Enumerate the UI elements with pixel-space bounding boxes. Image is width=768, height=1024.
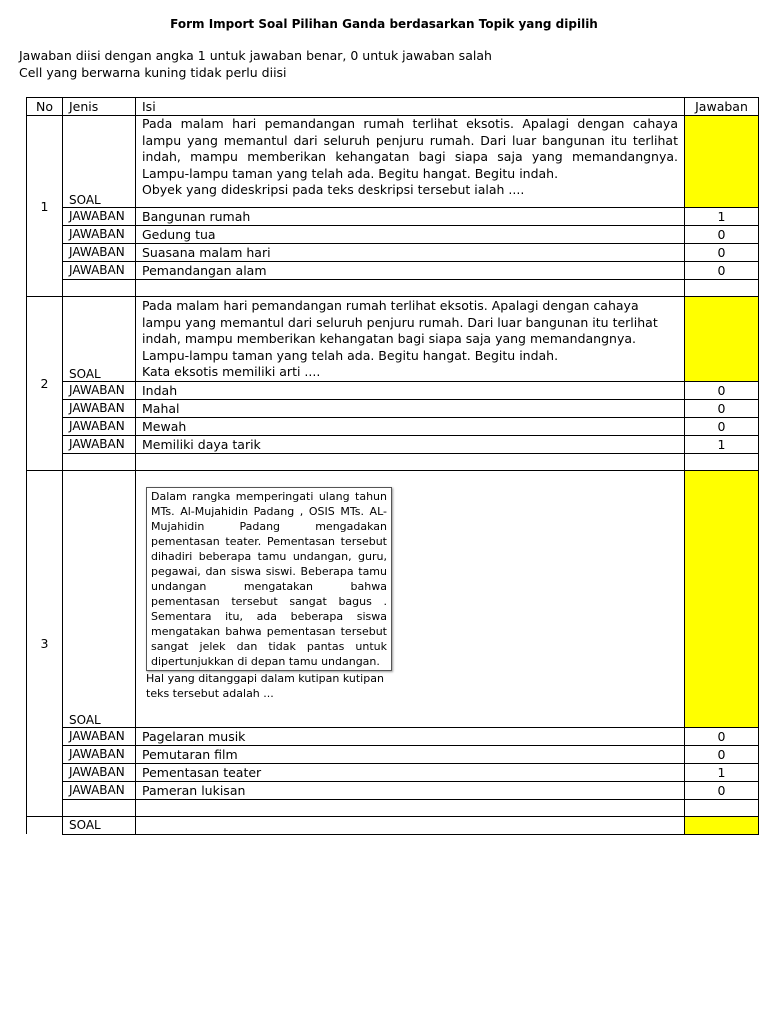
column-header-jawaban: Jawaban — [685, 98, 759, 116]
answer-value-cell[interactable]: 0 — [685, 226, 759, 244]
empty-cell — [63, 799, 136, 816]
question-passage-box: Dalam rangka memperingati ulang tahun MTs. Al-Mujahidin Padang , OSIS MTs. AL-Mujahidin Padang mengadakan pementasan teater. Pementasan tersebut dihadiri beberapa tamu undangan, guru, pegawai, dan siswa siswi. Beberapa tamu undangan mengatakan bahwa pementasan tersebut sangat bagus . Sementara itu, ada beberapa siswa mengatakan bahwa pementasan tersebut sangat jelek dan tidak pantas untuk dipertunjukkan di depan tamu undangan. — [146, 487, 392, 671]
empty-cell — [136, 799, 685, 816]
jenis-jawaban-cell: JAWABAN — [63, 381, 136, 399]
instruction-line-2: Cell yang berwarna kuning tidak perlu diisi — [19, 65, 287, 80]
table-row — [27, 297, 759, 382]
answer-text-cell[interactable]: Mewah — [136, 417, 685, 435]
table-row — [27, 745, 759, 763]
jawaban-soal-cell — [685, 470, 759, 727]
answer-value-cell[interactable]: 0 — [685, 745, 759, 763]
table-row — [27, 435, 759, 453]
table-row-empty — [27, 799, 759, 816]
answer-value-cell[interactable]: 1 — [685, 435, 759, 453]
jenis-jawaban-cell: JAWABAN — [63, 745, 136, 763]
column-header-isi: Isi — [136, 98, 685, 116]
question-text: Obyek yang dideskripsi pada teks deskripsi tersebut ialah .... — [142, 182, 525, 197]
table-header-row — [27, 98, 759, 116]
table-row — [27, 381, 759, 399]
question-passage: Pada malam hari pemandangan rumah terlihat eksotis. Apalagi dengan cahaya lampu yang memantul dari seluruh penjuru rumah. Dari luar bangunan itu terlihat indah, mampu memberikan kehangatan bagi siapa saja yang memandangnya. Lampu-lampu taman yang telah ada. Begitu hangat. Begitu indah. — [142, 116, 678, 181]
jenis-soal-cell: SOAL — [63, 816, 136, 834]
table-row — [27, 226, 759, 244]
answer-value-cell[interactable]: 1 — [685, 763, 759, 781]
jenis-jawaban-cell: JAWABAN — [63, 226, 136, 244]
jenis-jawaban-cell: JAWABAN — [63, 435, 136, 453]
jenis-jawaban-cell: JAWABAN — [63, 244, 136, 262]
question-passage: Pada malam hari pemandangan rumah terlihat eksotis. Apalagi dengan cahaya lampu yang memantul dari seluruh penjuru rumah. Dari luar bangunan itu terlihat indah, mampu memberikan kehangatan bagi siapa saja yang memandangnya. Lampu-lampu taman yang telah ada. Begitu hangat. Begitu indah. — [142, 298, 658, 363]
answer-value-cell[interactable]: 1 — [685, 208, 759, 226]
empty-cell — [685, 280, 759, 297]
answer-text-cell[interactable]: Pagelaran musik — [136, 727, 685, 745]
jenis-jawaban-cell: JAWABAN — [63, 781, 136, 799]
answer-value-cell[interactable]: 0 — [685, 417, 759, 435]
table-row — [27, 399, 759, 417]
empty-cell — [136, 280, 685, 297]
jenis-jawaban-cell: JAWABAN — [63, 763, 136, 781]
jenis-jawaban-cell: JAWABAN — [63, 727, 136, 745]
answer-text-cell[interactable]: Pementasan teater — [136, 763, 685, 781]
answer-value-cell[interactable]: 0 — [685, 244, 759, 262]
table-row — [27, 470, 759, 727]
instruction-line-1: Jawaban diisi dengan angka 1 untuk jawaban benar, 0 untuk jawaban salah — [19, 48, 492, 63]
question-text: Kata eksotis memiliki arti .... — [142, 364, 321, 379]
table-row — [27, 244, 759, 262]
table-row — [27, 262, 759, 280]
answer-text-cell[interactable]: Pemutaran film — [136, 745, 685, 763]
question-content-cell[interactable] — [136, 470, 685, 727]
question-table — [26, 97, 759, 835]
question-number — [27, 816, 63, 834]
answer-text-cell[interactable]: Pameran lukisan — [136, 781, 685, 799]
jenis-jawaban-cell: JAWABAN — [63, 262, 136, 280]
question-content-cell[interactable] — [136, 116, 685, 208]
question-content-cell[interactable] — [136, 297, 685, 382]
empty-cell — [63, 280, 136, 297]
empty-cell — [136, 453, 685, 470]
table-row — [27, 816, 759, 834]
answer-text-cell[interactable]: Bangunan rumah — [136, 208, 685, 226]
column-header-jenis: Jenis — [63, 98, 136, 116]
table-row — [27, 763, 759, 781]
question-number: 3 — [27, 470, 63, 816]
answer-text-cell[interactable]: Memiliki daya tarik — [136, 435, 685, 453]
empty-cell — [685, 453, 759, 470]
jenis-jawaban-cell: JAWABAN — [63, 208, 136, 226]
jenis-soal-cell: SOAL — [63, 116, 136, 208]
answer-value-cell[interactable]: 0 — [685, 262, 759, 280]
question-text: Hal yang ditanggapi dalam kutipan kutipan teks tersebut adalah ... — [146, 671, 384, 700]
column-header-no: No — [27, 98, 63, 116]
table-row-empty — [27, 453, 759, 470]
jenis-jawaban-cell: JAWABAN — [63, 417, 136, 435]
table-row — [27, 727, 759, 745]
jenis-jawaban-cell: JAWABAN — [63, 399, 136, 417]
jenis-soal-cell: SOAL — [63, 470, 136, 727]
empty-cell — [685, 799, 759, 816]
answer-text-cell[interactable]: Suasana malam hari — [136, 244, 685, 262]
table-row — [27, 417, 759, 435]
answer-value-cell[interactable]: 0 — [685, 727, 759, 745]
question-number: 2 — [27, 297, 63, 471]
answer-text-cell[interactable]: Pemandangan alam — [136, 262, 685, 280]
jawaban-soal-cell — [685, 116, 759, 208]
jawaban-soal-cell — [685, 297, 759, 382]
table-row — [27, 116, 759, 208]
question-content-cell[interactable] — [136, 816, 685, 834]
answer-text-cell[interactable]: Mahal — [136, 399, 685, 417]
answer-text-cell[interactable]: Indah — [136, 381, 685, 399]
empty-cell — [63, 453, 136, 470]
jenis-soal-cell: SOAL — [63, 297, 136, 382]
table-row — [27, 781, 759, 799]
answer-text-cell[interactable]: Gedung tua — [136, 226, 685, 244]
table-row-empty — [27, 280, 759, 297]
question-number: 1 — [27, 116, 63, 297]
answer-value-cell[interactable]: 0 — [685, 399, 759, 417]
answer-value-cell[interactable]: 0 — [685, 381, 759, 399]
jawaban-soal-cell — [685, 816, 759, 834]
table-row — [27, 208, 759, 226]
answer-value-cell[interactable]: 0 — [685, 781, 759, 799]
page-title: Form Import Soal Pilihan Ganda berdasarkan Topik yang dipilih — [170, 17, 598, 31]
